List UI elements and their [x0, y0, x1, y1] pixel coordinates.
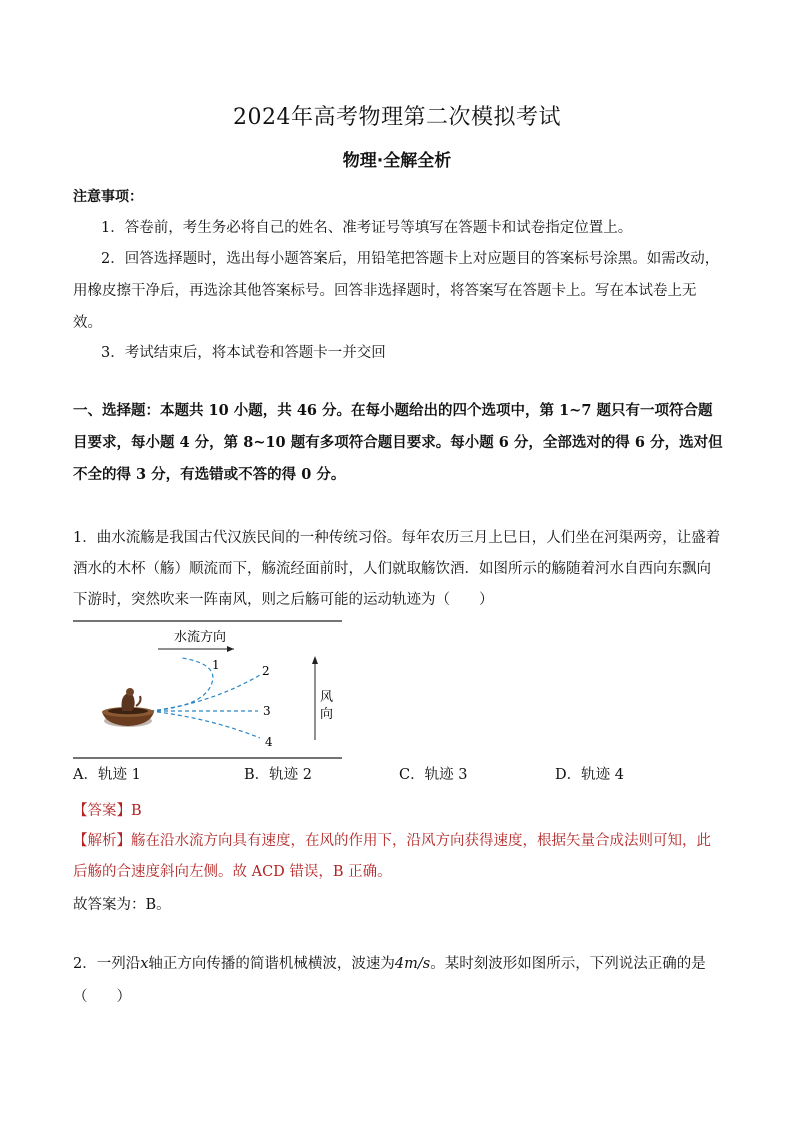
- analysis-text: 觞在沿水流方向具有速度，在风的作用下，沿风方向获得速度，根据矢量合成法则可知，此后觞的合速度斜向左侧。故 ACD 错误，B 正确。: [73, 833, 711, 880]
- q2-stem-part-c: 。某时刻波形如图所示，下列说法正确的是（ ）: [73, 956, 706, 1005]
- notice-item-2: 2．回答选择题时，选出每小题答案后，用铅笔把答题卡上对应题目的答案标号涂黑。如需改动，用橡皮擦干净后，再选涂其他答案标号。回答非选择题时，将答案写在答题卡上。写在本试卷上无效。: [73, 251, 720, 331]
- trajectory-label-2: 2: [262, 664, 270, 678]
- notice-item-3: 3．考试结束后，将本试卷和答题卡一并交回: [101, 345, 386, 361]
- exam-subtitle: 物理·全解全析: [342, 151, 452, 171]
- trajectory-label-4: 4: [265, 735, 273, 749]
- question-1-options: [73, 763, 723, 791]
- question-1-analysis: [73, 826, 723, 888]
- q2-variable-x: x: [140, 956, 149, 972]
- question-1-answer: 【答案】B: [73, 803, 142, 819]
- trajectory-4: [150, 711, 260, 738]
- flow-direction-label: 水流方向: [174, 630, 227, 645]
- exam-title: 2024年高考物理第二次模拟考试: [233, 105, 561, 130]
- option-d[interactable]: D．轨迹 4: [555, 767, 624, 783]
- q2-stem-part-a: 2．一列沿: [73, 956, 141, 972]
- trajectory-label-3: 3: [263, 704, 271, 718]
- question-1-figure: [70, 616, 360, 764]
- notice-item-1: 1．答卷前，考生务必将自己的姓名、准考证号等填写在答题卡和试卷指定位置上。: [101, 220, 633, 236]
- wind-label-1: 风: [320, 690, 334, 705]
- flow-arrow-head: [227, 646, 234, 652]
- section-instructions: 一、选择题：本题共 10 小题，共 46 分。在每小题给出的四个选项中，第 1~7 题只有一项符合题目要求，每小题 4 分，第 8~10 题有多项符合题目要求。每小题 6 分，全部选对的得 6 分，选对但不全的得 3 分，有选错或不答的得 0 分。: [73, 402, 723, 483]
- trajectory-1: [150, 658, 213, 711]
- wind-label-2: 向: [320, 707, 334, 722]
- option-b[interactable]: B．轨迹 2: [244, 767, 312, 783]
- question-1-stem: 1．曲水流觞是我国古代汉族民间的一种传统习俗。每年农历三月上巳日，人们坐在河渠两旁，让盛着酒水的木杯（觞）顺流而下，觞流经面前时，人们就取觞饮酒．如图所示的觞随着河水自西向东飘向下游时，突然吹来一阵南风，则之后觞可能的运动轨迹为（ ）: [73, 530, 721, 608]
- trajectory-label-1: 1: [212, 658, 220, 672]
- q2-wave-speed: 4m/s: [394, 956, 431, 972]
- question-1-final-answer: 故答案为：B。: [73, 897, 171, 913]
- wine-cup-icon: [102, 688, 154, 727]
- analysis-tag: 【解析】: [73, 833, 131, 849]
- q2-stem-part-b: 轴正方向传播的简谐机械横波，波速为: [148, 956, 395, 972]
- question-2-stem: [73, 948, 723, 1014]
- notice-heading: 注意事项：: [73, 189, 143, 205]
- option-c[interactable]: C．轨迹 3: [399, 767, 468, 783]
- option-a[interactable]: A．轨迹 1: [73, 767, 141, 783]
- wind-arrow-head: [312, 656, 318, 664]
